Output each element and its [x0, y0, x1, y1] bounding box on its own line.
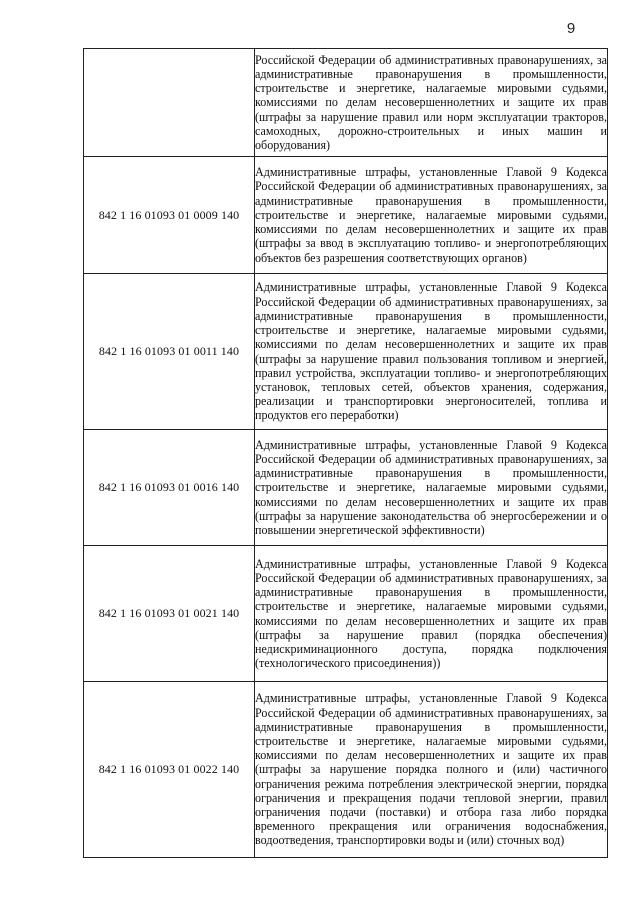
code-cell: 842 1 16 01093 01 0022 140	[84, 682, 255, 858]
table-row	[84, 274, 608, 430]
description-text: Административные штрафы, установленные Главой 9 Кодекса Российской Федерации об административных правонарушениях, за административные правонарушения в промышленности, строительстве и энергетике, налагаемые мировыми судьями, комиссиями по делам несовершеннолетних и защите их прав (штрафы за ввод в эксплуатацию топливо- и энергопотребляющих объектов без разрешения соответствующих органов)	[255, 165, 607, 265]
description-text: Российской Федерации об административных правонарушениях, за административные правонарушения в промышленности, строительстве и энергетике, налагаемые мировыми судьями, комиссиями по делам несовершеннолетних и защите их прав (штрафы за нарушение правил или норм эксплуатации тракторов, самоходных, дорожно-строительных и иных машин и оборудования)	[255, 52, 607, 152]
code-cell: 842 1 16 01093 01 0011 140	[84, 274, 255, 430]
budget-codes-table	[83, 48, 608, 858]
table-row	[84, 49, 608, 157]
description-cell	[255, 49, 608, 157]
table-row	[84, 430, 608, 546]
code-cell: 842 1 16 01093 01 0021 140	[84, 546, 255, 682]
description-cell	[255, 682, 608, 858]
description-cell	[255, 546, 608, 682]
page-number: 9	[566, 20, 576, 37]
description-text: Административные штрафы, установленные Главой 9 Кодекса Российской Федерации об административных правонарушениях, за административные правонарушения в промышленности, строительстве и энергетике, налагаемые мировыми судьями, комиссиями по делам несовершеннолетних и защите их прав (штрафы за нарушение порядка полного и (или) частичного ограничения режима потребления электрической энергии, порядка ограничения и прекращения подачи тепловой энергии, правил ограничения подачи (поставки) и отбора газа либо порядка временного прекращения или ограничения водоснабжения, водоотведения, транспортировки воды и (или) сточных вод)	[255, 691, 607, 848]
description-text: Административные штрафы, установленные Главой 9 Кодекса Российской Федерации об административных правонарушениях, за административные правонарушения в промышленности, строительстве и энергетике, налагаемые мировыми судьями, комиссиями по делам несовершеннолетних и защите их прав (штрафы за нарушение правил пользования топливом и энергией, правил устройства, эксплуатации топливо- и энергопотребляющих установок, тепловых сетей, объектов хранения, содержания, реализации и транспортировки энергоносителей, топлива и продуктов его переработки)	[255, 280, 607, 423]
description-cell	[255, 430, 608, 546]
description-cell	[255, 274, 608, 430]
description-cell	[255, 157, 608, 274]
table-row	[84, 682, 608, 858]
code-cell: 842 1 16 01093 01 0016 140	[84, 430, 255, 546]
description-text: Административные штрафы, установленные Главой 9 Кодекса Российской Федерации об административных правонарушениях, за административные правонарушения в промышленности, строительстве и энергетике, налагаемые мировыми судьями, комиссиями по делам несовершеннолетних и защите их прав (штрафы за нарушение законодательства об энергосбережении и о повышении энергетической эффективности)	[255, 437, 607, 537]
code-cell: 842 1 16 01093 01 0009 140	[84, 157, 255, 274]
description-text: Административные штрафы, установленные Главой 9 Кодекса Российской Федерации об административных правонарушениях, за административные правонарушения в промышленности, строительстве и энергетике, налагаемые мировыми судьями, комиссиями по делам несовершеннолетних и защите их прав (штрафы за нарушение правил (порядка обеспечения) недискриминационного доступа, порядка подключения (технологического присоединения))	[255, 556, 607, 671]
table-row	[84, 546, 608, 682]
code-cell	[84, 49, 255, 157]
table-row	[84, 157, 608, 274]
